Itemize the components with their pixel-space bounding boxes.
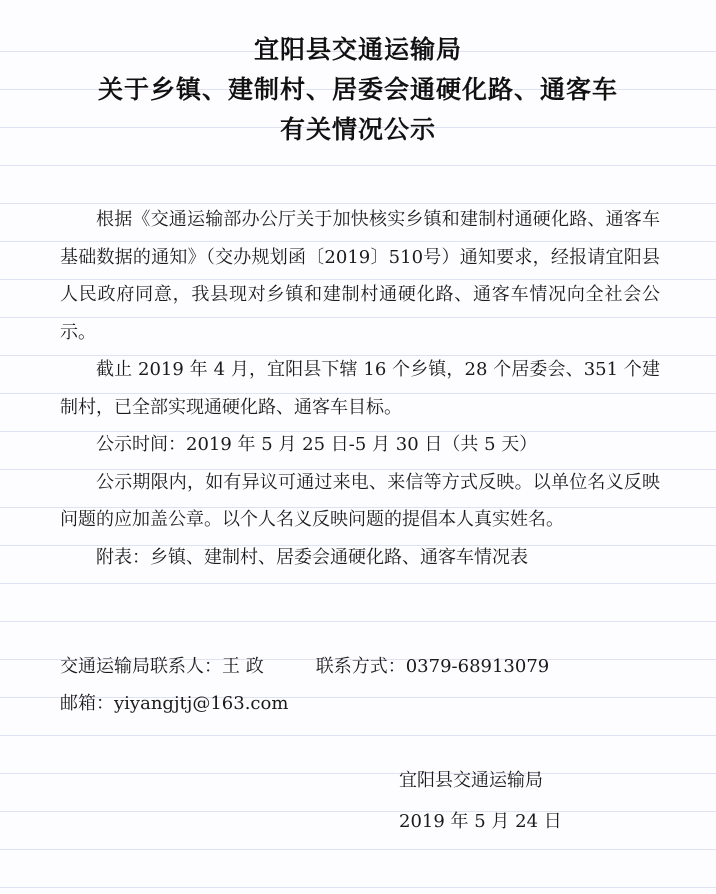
contact-info [60,648,660,722]
contact-phone: 0379-68913079 [405,656,550,677]
paragraph-feedback: 公示期限内，如有异议可通过来电、来信等方式反映。以单位名义反映问题的应加盖公章。以个人名义反映问题的提倡本人真实姓名。 [60,471,660,530]
contact-person-name: 王 政 [222,656,264,677]
contact-person-label: 交通运输局联系人： [60,656,222,677]
document-title [0,30,716,150]
signature-date: 2019 年 5 月 24 日 [399,811,562,832]
signature-org: 宜阳县交通运输局 [399,770,543,791]
signature-block [399,760,562,842]
paragraph-status: 截止 2019 年 4 月，宜阳县下辖 16 个乡镇，28 个居委会、351 个建制村，已全部实现通硬化路、通客车目标。 [60,359,660,418]
title-line-2: 关于乡镇、建制村、居委会通硬化路、通客车 [97,75,618,104]
title-line-1: 宜阳县交通运输局 [253,35,462,64]
contact-email-label: 邮箱： [60,693,114,714]
contact-line-person [60,648,660,685]
paragraph-basis: 根据《交通运输部办公厅关于加快核实乡镇和建制村通硬化路、通客车基础数据的通知》（交办规划函〔2019〕510号）通知要求，经报请宜阳县人民政府同意，我县现对乡镇和建制村通硬化路、通客车情况向全社会公示。 [60,209,660,343]
contact-phone-label: 联系方式： [315,656,406,677]
contact-email: yiyangjtj@163.com [114,693,289,714]
title-line-3: 有关情况公示 [279,115,436,144]
paragraph-attachment: 附表：乡镇、建制村、居委会通硬化路、通客车情况表 [96,546,528,568]
paragraph-period: 公示时间：2019 年 5 月 25 日-5 月 30 日（共 5 天） [96,434,538,455]
contact-line-email [60,685,660,722]
notice-body [60,201,660,576]
